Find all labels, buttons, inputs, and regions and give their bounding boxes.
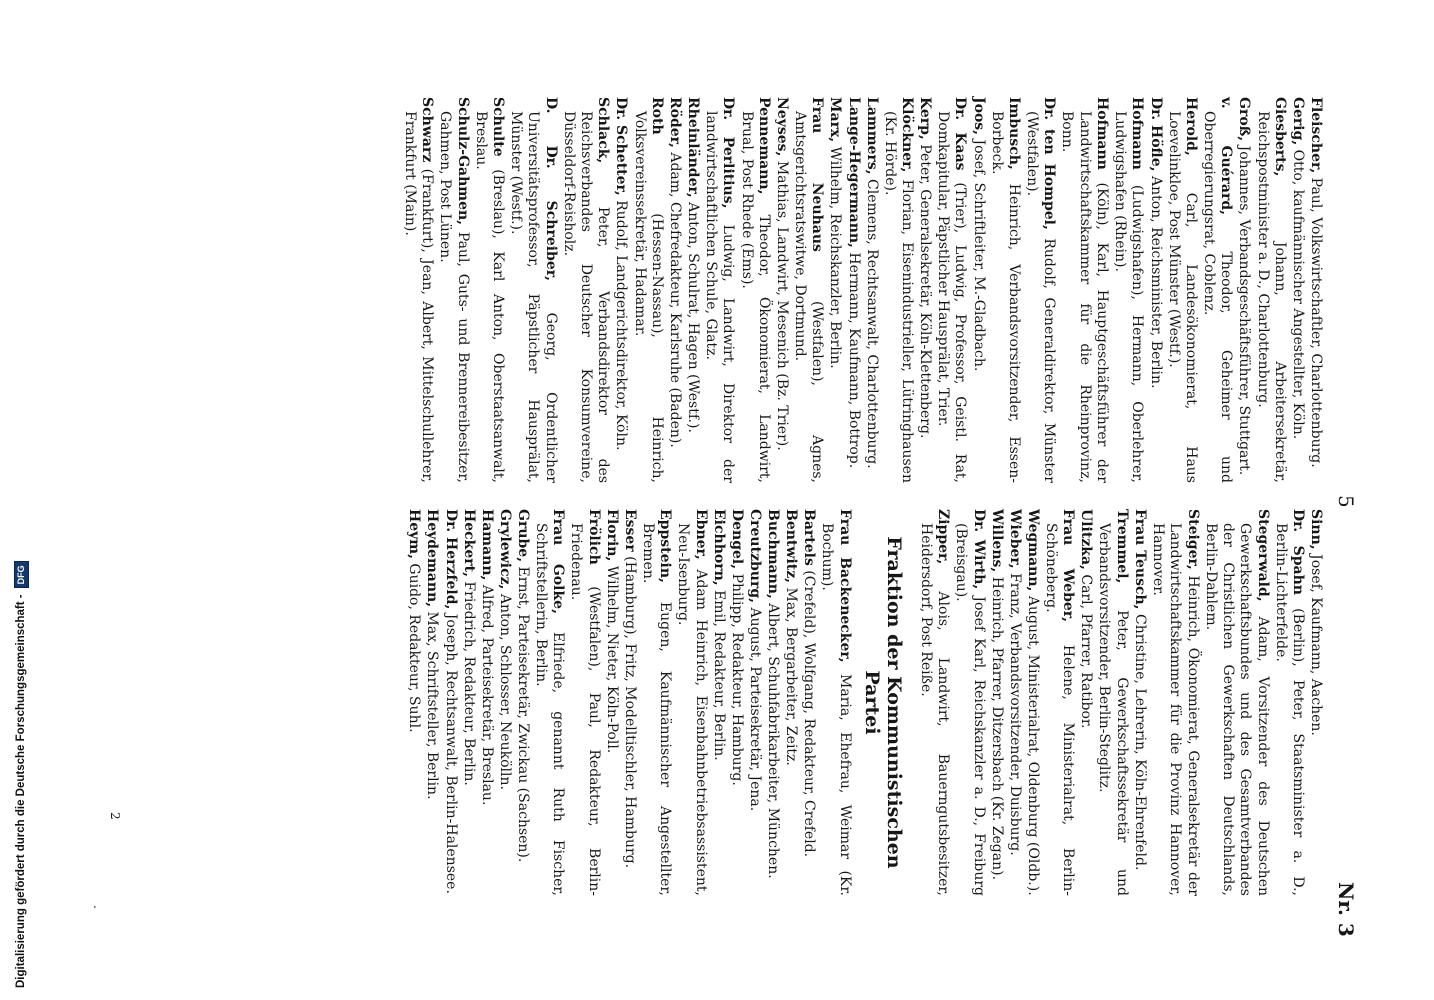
- entry-name: Röder,: [666, 97, 683, 148]
- entry-details: (Breslau), Karl Anton, Oberstaatsanwalt, Breslau.: [472, 111, 507, 483]
- list-item: [800, 509, 817, 896]
- entry-name: Schlack,: [595, 97, 612, 164]
- list-item: [862, 97, 879, 483]
- entry-name: Dr. Spahn: [1289, 509, 1306, 595]
- list-item: [423, 509, 440, 896]
- entry-details: Philipp, Redakteur, Hamburg.: [728, 569, 745, 786]
- list-item: [507, 97, 559, 483]
- list-item: [818, 509, 853, 896]
- entry-details: Anton, Schlosser, Neukölln.: [496, 589, 513, 790]
- entry-name: Marx,: [827, 97, 844, 143]
- entry-name: Fleischer,: [1308, 97, 1324, 174]
- list-item: [969, 97, 986, 483]
- entry-details: Johannes, Verbandsgeschäftsführer, Stuttgart.: [1236, 141, 1253, 476]
- entry-name: Giesberts,: [1271, 97, 1288, 177]
- entry-details: Guido, Redakteur, Suhl.: [406, 558, 423, 733]
- entry-details: Emil, Redakteur, Berlin.: [710, 585, 727, 761]
- entry-details: Peter, Verbandsdirektor des Reichsverbandes Deutscher Konsumvereine, Düsseldorf-Reisholz.: [560, 111, 612, 483]
- list-item: [1131, 509, 1148, 896]
- entry-details: Max, Schriftsteller, Berlin.: [424, 607, 441, 800]
- list-item: [684, 97, 701, 483]
- entry-details: Johann, Arbeitersekretär, Reichspostminister a. D., Charlottenburg.: [1254, 111, 1288, 483]
- entry-details: Georg, Ordentlicher Universitätsprofessor, Päpstlicher Hausprälat, Münster (Westf.).: [508, 111, 559, 483]
- entry-details: Clemens, Rechtsanwalt, Charlottenburg.: [863, 174, 880, 469]
- entry-details: Peter, Gewerkschaftssekretär und Verbandsvorsitzender, Berlin-Steglitz.: [1096, 523, 1130, 896]
- list-item: [1005, 509, 1022, 896]
- list-item: [844, 97, 861, 483]
- entry-details: Ernst, Parteisekretär, Zwickau (Sachsen).: [514, 562, 531, 863]
- entry-name: Bentwitz,: [783, 509, 800, 584]
- list-item: [1201, 509, 1270, 896]
- entry-details: Christine, Lehrerin, Köln-Ehrenfeld.: [1131, 609, 1148, 871]
- entry-name: Neyses,: [773, 97, 790, 157]
- entry-name: Tremmel,: [1113, 509, 1130, 584]
- entry-name: Buchmann,: [765, 509, 782, 599]
- list-item: [1235, 97, 1252, 483]
- list-item: [1077, 509, 1094, 896]
- entry-details: Adam Heinrich, Eisenbahnbetriebsassistent, Neu-Isenburg.: [675, 523, 709, 896]
- list-item: [1111, 97, 1146, 483]
- entry-details: Heinrich, Pfarrer, Ditzersbach (Kr. Zegan).: [988, 572, 1005, 881]
- list-item: [952, 509, 987, 896]
- entry-details: Friedrich, Redakteur, Berlin.: [460, 576, 477, 786]
- entry-details: Helene, Ministerialrat, Berlin-Schöneberg.: [1042, 523, 1077, 896]
- list-item: [1307, 509, 1324, 896]
- entry-name: Roth: [648, 97, 665, 135]
- list-item: [1023, 97, 1058, 483]
- list-item: [702, 97, 737, 483]
- entry-name: D. Dr. Schreiber,: [542, 97, 559, 281]
- entry-name: Willens,: [988, 509, 1005, 573]
- entry-details: Rudolf, Landgerichtsdirektor, Köln.: [613, 195, 630, 451]
- list-item: [477, 509, 494, 896]
- dfg-logo: DFG: [14, 561, 29, 588]
- right-column: [404, 509, 1324, 896]
- list-item: [602, 509, 619, 896]
- list-item: [773, 97, 790, 483]
- entry-name: Florin,: [603, 509, 620, 562]
- list-item: [639, 509, 674, 896]
- entry-name: Grylewicz,: [496, 509, 513, 590]
- side-caption-text: Digitalisierung gefördert durch die Deutsche Forschungsgemeinschaft -: [15, 594, 27, 988]
- list-item: [782, 509, 799, 896]
- entry-name: Hofmann: [1129, 97, 1146, 170]
- entry-name: Hamann,: [478, 509, 495, 581]
- entry-name: Pennemann,: [755, 97, 772, 195]
- entry-name: Joos,: [970, 97, 987, 136]
- entry-details: August, Parteisekretär, Jena.: [746, 603, 763, 812]
- side-caption-strip: [0, 0, 27, 1000]
- entry-name: Frau Backenecker,: [836, 509, 853, 663]
- entry-name: Heym,: [406, 509, 423, 559]
- list-item: [709, 509, 726, 896]
- entry-details: (Westfalen), Paul, Redakteur, Berlin-Friedenau.: [568, 523, 602, 896]
- entry-details: Wilhelm, Reichskanzler, Berlin.: [827, 142, 844, 369]
- list-item: [471, 97, 506, 483]
- list-item: [916, 97, 933, 483]
- list-item: [567, 509, 602, 896]
- entry-details: Ludwig, Landwirt, Direktor der landwirtschaftlichen Schule, Glatz.: [703, 111, 737, 483]
- entry-name: Gerig,: [1289, 97, 1306, 146]
- entry-details: (Hamburg), Fritz, Modelltischler, Hamburg.: [621, 551, 638, 869]
- entry-name: Ebner,: [692, 509, 709, 560]
- list-item: [746, 509, 763, 896]
- entry-name: Klöckner,: [899, 97, 916, 173]
- entry-details: Elfriede, genannt Ruth Fischer, Schriftstellerin, Berlin.: [533, 523, 567, 896]
- list-item: [532, 509, 567, 896]
- entry-name: Sinn,: [1308, 509, 1324, 550]
- entry-details: (Crefeld), Wolfgang, Redakteur, Crefeld.: [801, 565, 818, 858]
- entry-details: Carl, Pfarrer, Ratibor.: [1078, 569, 1095, 729]
- entry-name: Dengel,: [728, 509, 745, 570]
- entry-details: Josef Karl, Reichskanzler a. D., Freiburg (Breisgau).: [953, 523, 987, 896]
- entry-details: (Ludwigshafen), Hermann, Oberlehrer, Ludwigshafen (Rhein).: [1112, 111, 1146, 483]
- list-item: [934, 97, 969, 483]
- entry-name: Schulz-Gahmen,: [454, 97, 471, 226]
- entry-name: Frölich: [585, 509, 602, 565]
- section-heading: Fraktion der Kommunistischen Partei: [860, 536, 905, 869]
- list-item: [826, 97, 843, 483]
- entry-details: Wilhelm, Nieter, Köln-Poll.: [603, 561, 620, 754]
- list-item: [621, 509, 638, 896]
- entry-details: Adam, Chefredakteur, Karlsruhe (Baden).: [666, 147, 683, 448]
- page-header: [1328, 0, 1358, 1000]
- entry-details: Theodor, Ökonomierat, Landwirt, Brual, Post Rhede (Ems).: [738, 111, 772, 483]
- side-caption: [14, 561, 29, 988]
- entry-name: Steiger,: [1184, 509, 1201, 570]
- entry-name: Wegmann,: [1024, 509, 1041, 592]
- entry-name: Dr. Herzfeld,: [442, 509, 459, 610]
- list-item: [764, 509, 781, 896]
- list-item: [630, 97, 665, 483]
- list-item: [612, 97, 629, 483]
- entry-details: Alfred, Parteisekretär, Breslau.: [478, 580, 495, 806]
- entry-details: Peter, Generalsekretär, Köln-Klettenberg.: [917, 139, 934, 439]
- entry-details: Adam, Vorsitzender des Deutschen Gewerkschaftsbundes und des Gesamtverbandes der Christlichen Gewerkschaften Deutschlands, Berlin-Dahlem.: [1202, 523, 1271, 896]
- page-number: 5: [1334, 495, 1358, 508]
- entry-name: Eppstein,: [657, 509, 674, 583]
- entry-name: Lammers,: [863, 97, 880, 175]
- list-item: [1146, 97, 1163, 483]
- entry-name: Hofmann: [1094, 97, 1111, 170]
- entry-name: Heydemann,: [424, 509, 441, 608]
- list-item: [666, 97, 683, 483]
- entry-name: Rheinländer,: [685, 97, 702, 198]
- list-item: [1253, 97, 1288, 483]
- entry-details: (Frankfurt), Jean, Albert, Mittelschullehrer, Frankfurt (Main).: [401, 111, 436, 483]
- entry-details: Hermann, Kaufmann, Bottrop.: [845, 247, 862, 469]
- entry-name: Dr. Kaas: [952, 97, 969, 171]
- list-item: [1058, 97, 1110, 483]
- left-column: [400, 97, 1324, 483]
- entry-name: Wieber,: [1006, 509, 1023, 569]
- entry-details: Joseph, Rechtsanwalt, Berlin-Halensee.: [442, 609, 459, 894]
- list-item: [880, 97, 915, 483]
- entry-name: Herold,: [1182, 97, 1199, 156]
- list-item: [1095, 509, 1130, 896]
- entry-details: Carl, Landesökonomierat, Haus Loevelinkloe, Post Münster (Westf.).: [1165, 111, 1199, 483]
- entry-name: Frau Neuhaus: [809, 97, 826, 252]
- issue-number: Nr. 3: [1334, 882, 1358, 937]
- entry-name: Heckert,: [460, 509, 477, 577]
- entry-details: (Berlin), Peter, Staatsminister a. D., Berlin-Lichterfelde.: [1272, 523, 1306, 896]
- list-item: [514, 509, 531, 896]
- entry-name: Esser: [621, 509, 638, 552]
- list-item: [1307, 97, 1324, 483]
- stray-dot: .: [91, 905, 105, 909]
- entry-name: Frau Weber,: [1060, 509, 1077, 622]
- entry-details: Max, Bergarbeiter, Zeitz.: [783, 583, 800, 766]
- entry-details: Heinrich, Ökonomierat, Generalsekretär der Landwirtschaftskammer für die Provinz Hannover, Hannover.: [1149, 523, 1201, 896]
- list-item: [987, 97, 1022, 483]
- signature-mark: 2: [108, 812, 122, 820]
- entry-name: Ulitzka,: [1078, 509, 1095, 570]
- list-item: [441, 509, 458, 896]
- entry-name: Frau Golke,: [550, 509, 567, 614]
- entry-name: Dr. Höfle,: [1147, 97, 1164, 172]
- entry-details: (Köln), Karl, Hauptgeschäftsführer der Landwirtschaftskammer für die Rheinprovinz, Bonn.: [1059, 111, 1111, 483]
- entry-details: (Westfalen), Agnes, Amtsgerichtsratswitwe, Dortmund.: [792, 111, 826, 484]
- entry-name: Frau Teusch,: [1131, 509, 1148, 610]
- entry-details: (Trier), Ludwig, Professor, Geistl. Rat, Domkapitular, Päpstlicher Hausprälat, Trier.: [935, 111, 969, 484]
- entry-name: Zipper,: [935, 509, 952, 565]
- entry-details: Alois, Landwirt, Bauerngutsbesitzer, Heidersdorf, Post Reiße.: [917, 523, 952, 896]
- entry-details: Josef, Schriftleiter, M.-Gladbach.: [970, 135, 987, 372]
- entry-details: Maria, Ehefrau, Weimar (Kr. Bochum).: [819, 523, 853, 896]
- entry-details: Franz, Verbandsvorsitzender, Duisburg.: [1006, 568, 1023, 856]
- entry-name: Dr. ten Hompel,: [1041, 97, 1058, 230]
- entry-name: Dr. Schetter,: [613, 97, 630, 196]
- entry-details: (Hessen-Nassau), Heinrich, Volksvereinssekretär, Hadamar.: [631, 111, 665, 483]
- entry-details: Otto, kaufmännischer Angestellter, Köln.: [1289, 145, 1306, 440]
- entry-name: Imbusch,: [1005, 97, 1022, 170]
- list-item: [1289, 97, 1306, 483]
- list-item: [1164, 97, 1199, 483]
- list-item: [560, 97, 612, 483]
- entry-name: Bartels: [801, 509, 818, 566]
- entry-name: Lange-Hegermann,: [845, 97, 862, 248]
- entry-name: Grube,: [514, 509, 531, 563]
- entry-name: Eichhorn,: [710, 509, 727, 586]
- entry-details: Eugen, Kaufmännischer Angestellter, Bremen.: [639, 523, 674, 896]
- right-column-top-list: [917, 509, 1324, 896]
- list-item: [728, 509, 745, 896]
- entry-name: Kerp,: [917, 97, 934, 140]
- list-item: [1024, 509, 1041, 896]
- entry-details: Albert, Schuhfabrikarbeiter, München.: [765, 598, 782, 879]
- list-item: [401, 97, 436, 483]
- list-item: [405, 509, 422, 896]
- list-item: [1149, 509, 1201, 896]
- list-item: [1271, 509, 1306, 896]
- entry-name: Stegerwald,: [1254, 509, 1271, 602]
- list-item: [1200, 97, 1235, 483]
- list-item: [791, 97, 826, 483]
- list-item: [674, 509, 709, 896]
- entry-details: Anton, Reichsminister, Berlin.: [1147, 171, 1164, 389]
- entry-details: Theodor, Geheimer und Oberregierungsrat, Coblenz.: [1201, 111, 1235, 483]
- entry-name: v. Guérard,: [1218, 97, 1235, 216]
- entry-details: Mathias, Landwirt, Mesenich (Bz. Trier).: [773, 156, 790, 451]
- entry-details: August, Ministerialrat, Oldenburg (Oldb.).: [1024, 591, 1041, 896]
- list-item: [436, 97, 471, 483]
- list-item: [1042, 509, 1077, 896]
- entry-name: Schwarz: [419, 97, 436, 163]
- right-column-bottom-list: [405, 509, 853, 896]
- entry-name: Schulte: [490, 97, 507, 157]
- entry-details: Heinrich, Verbandsvorsitzender, Essen-Borbeck.: [988, 111, 1022, 483]
- list-item: [737, 97, 772, 483]
- entry-name: Creutzburg,: [746, 509, 763, 604]
- entry-details: Rudolf, Generaldirektor, Münster (Westfalen).: [1024, 111, 1058, 483]
- entry-details: Florian, Eisenindustrieller, Lütringhausen (Kr. Hörde).: [881, 111, 916, 483]
- entry-name: Groß,: [1236, 97, 1253, 142]
- entry-details: Paul, Guts- und Brennereibesitzer, Gahmen, Post Lünen.: [437, 111, 471, 483]
- entry-details: Josef, Kaufmann, Aachen.: [1308, 549, 1324, 736]
- list-item: [987, 509, 1004, 896]
- entry-name: Dr. Wirth,: [970, 509, 987, 590]
- list-item: [496, 509, 513, 896]
- entry-details: Anton, Schulrat, Hagen (Westf.).: [685, 197, 702, 433]
- list-item: [917, 509, 952, 896]
- entry-details: Paul, Volkswirtschaftler, Charlottenburg.: [1308, 173, 1324, 468]
- entry-name: Dr. Perlitius,: [720, 97, 737, 209]
- list-item: [459, 509, 476, 896]
